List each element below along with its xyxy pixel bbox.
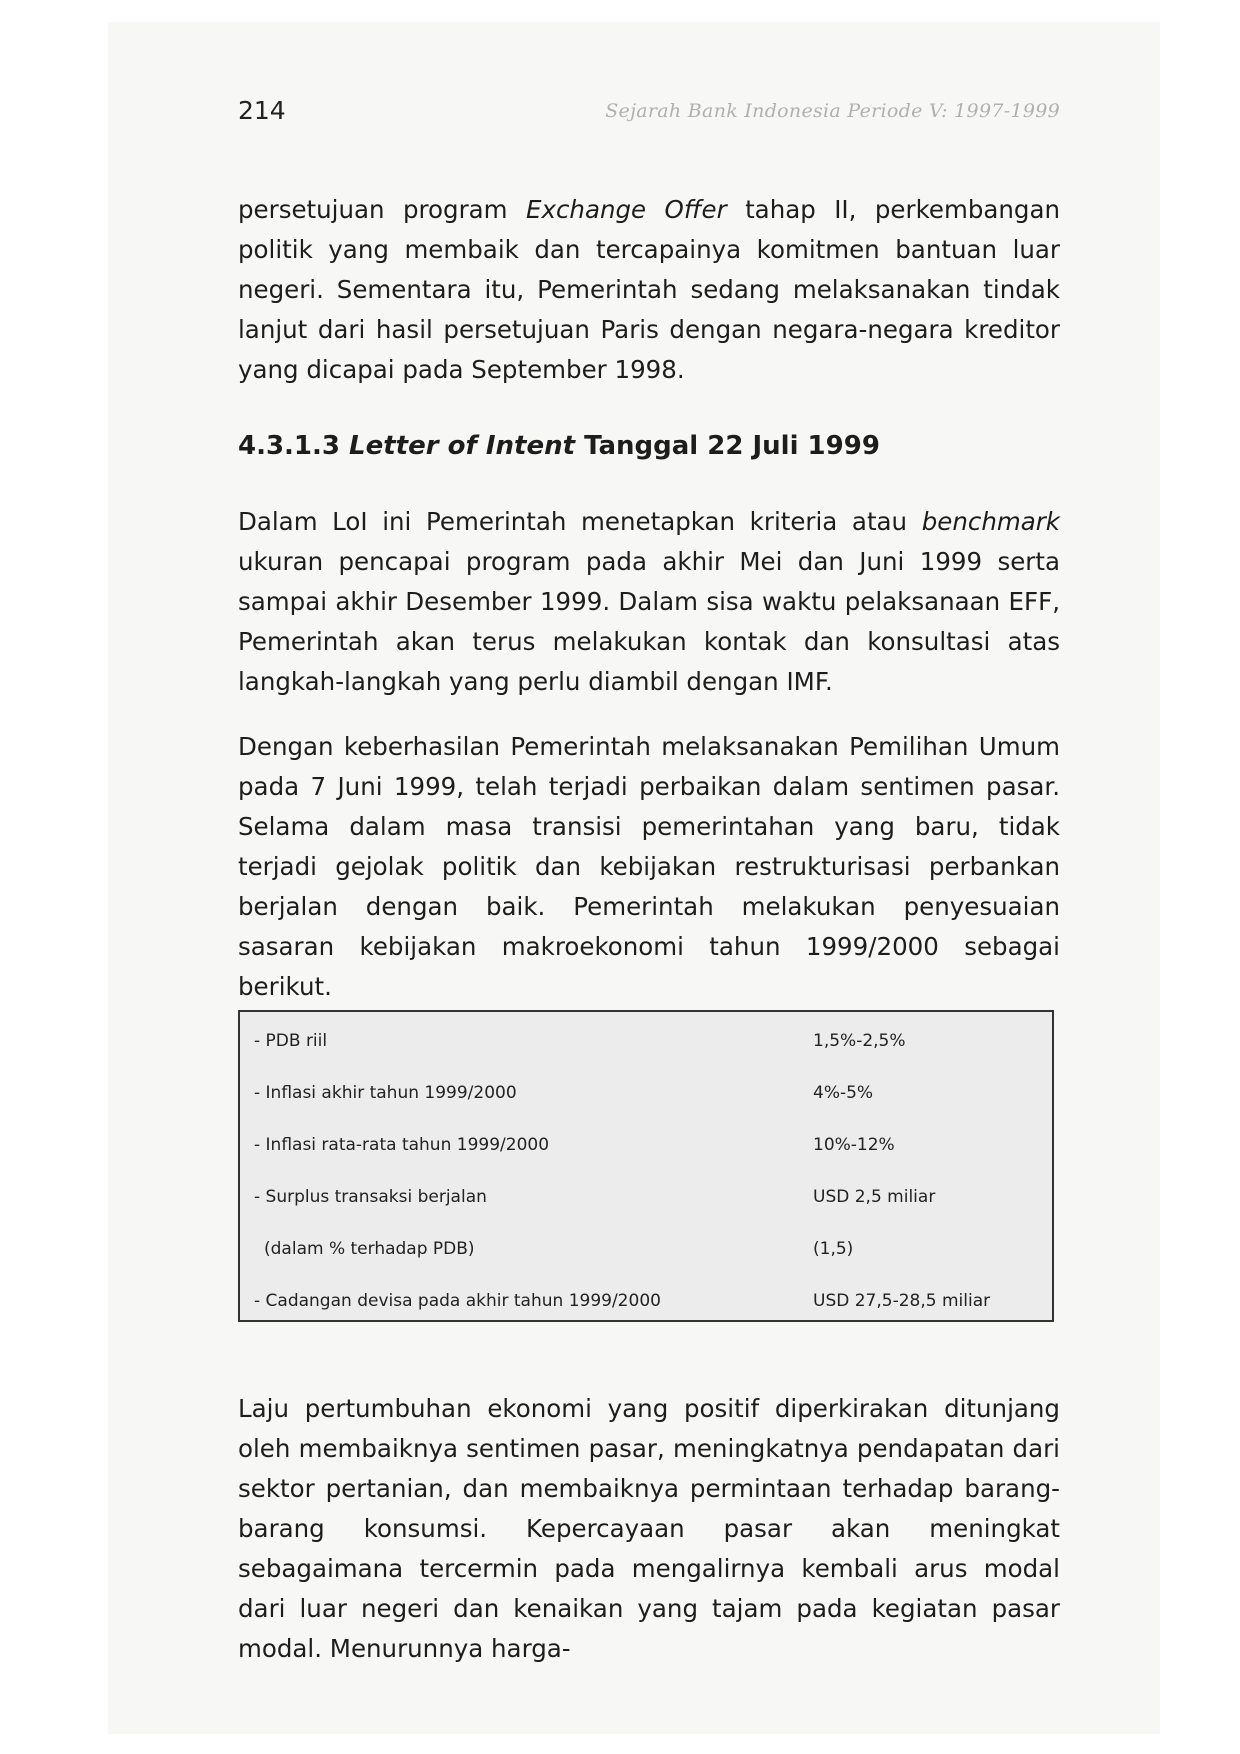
election-paragraph: Dengan keberhasilan Pemerintah melaksanakan Pemilihan Umum pada 7 Juni 1999, telah terjadi perbaikan dalam sentimen pasar. Selama dalam masa transisi pemerintahan yang baru, tidak terjadi gejolak politik dan kebijakan restrukturisasi perbankan berjalan dengan baik. Pemerintah melakukan penyesuaian sasaran kebijakan makroekonomi tahun 1999/2000 sebagai berikut. [238, 732, 1060, 1001]
growth-paragraph: Laju pertumbuhan ekonomi yang positif diperkirakan ditunjang oleh membaiknya sentimen pasar, meningkatnya pendapatan dari sektor pertanian, dan membaiknya permintaan terhadap barang-barang konsumsi. Kepercayaan pasar akan meningkat sebagaimana tercermin pada mengalirnya kembali arus modal dari luar negeri dan kenaikan yang tajam pada kegiatan pasar modal. Menurunnya harga- [238, 1394, 1060, 1663]
loi-text-1: Dalam LoI ini Pemerintah menetapkan kriteria atau [238, 507, 922, 536]
target-label: - Cadangan devisa pada akhir tahun 1999/2000 [254, 1291, 661, 1311]
target-value: USD 2,5 miliar [813, 1187, 936, 1207]
section-heading-italic: Letter of Intent [349, 431, 576, 461]
target-row [240, 1239, 1052, 1269]
intro-text-1: persetujuan program [238, 195, 526, 224]
loi-text-2: ukuran pencapai program pada akhir Mei dan Juni 1999 serta sampai akhir Desember 1999. Dalam sisa waktu pelaksanaan EFF, Pemerintah akan terus melakukan kontak dan konsultasi atas langkah-langkah yang perlu diambil dengan IMF. [238, 547, 1060, 696]
intro-text-italic: Exchange Offer [525, 195, 727, 224]
target-label: - Inflasi akhir tahun 1999/2000 [254, 1083, 517, 1103]
target-value: (1,5) [813, 1239, 854, 1259]
target-row [240, 1135, 1052, 1165]
section-heading-rest: Tanggal 22 Juli 1999 [575, 431, 880, 461]
target-value: USD 27,5-28,5 miliar [813, 1291, 991, 1311]
target-label: - Inflasi rata-rata tahun 1999/2000 [254, 1135, 550, 1155]
running-title: Sejarah Bank Indonesia Periode V: 1997-1999 [605, 100, 1060, 122]
page-number: 214 [238, 96, 286, 125]
section-number: 4.3.1.3 [238, 431, 350, 461]
target-row [240, 1291, 1052, 1321]
loi-text-italic: benchmark [921, 507, 1060, 536]
target-label: - PDB riil [254, 1031, 328, 1051]
target-row [240, 1187, 1052, 1217]
target-row [240, 1083, 1052, 1113]
target-label: - Surplus transaksi berjalan [254, 1187, 487, 1207]
intro-paragraph [238, 190, 1060, 390]
target-value: 1,5%-2,5% [813, 1031, 906, 1051]
target-value: 4%-5% [813, 1083, 874, 1103]
target-row [240, 1031, 1052, 1061]
macro-targets-box [238, 1010, 1054, 1322]
page-header [238, 96, 1060, 132]
target-value: 10%-12% [813, 1135, 895, 1155]
intro-text-2: tahap II, perkembangan politik yang membaik dan tercapainya komitmen bantuan luar negeri. Sementara itu, Pemerintah sedang melaksanakan tindak lanjut dari hasil persetujuan Paris dengan negara-negara kreditor yang dicapai pada September 1998. [238, 195, 1061, 384]
target-label: (dalam % terhadap PDB) [264, 1239, 475, 1259]
section-heading [238, 431, 1060, 461]
loi-paragraph [238, 502, 1060, 702]
